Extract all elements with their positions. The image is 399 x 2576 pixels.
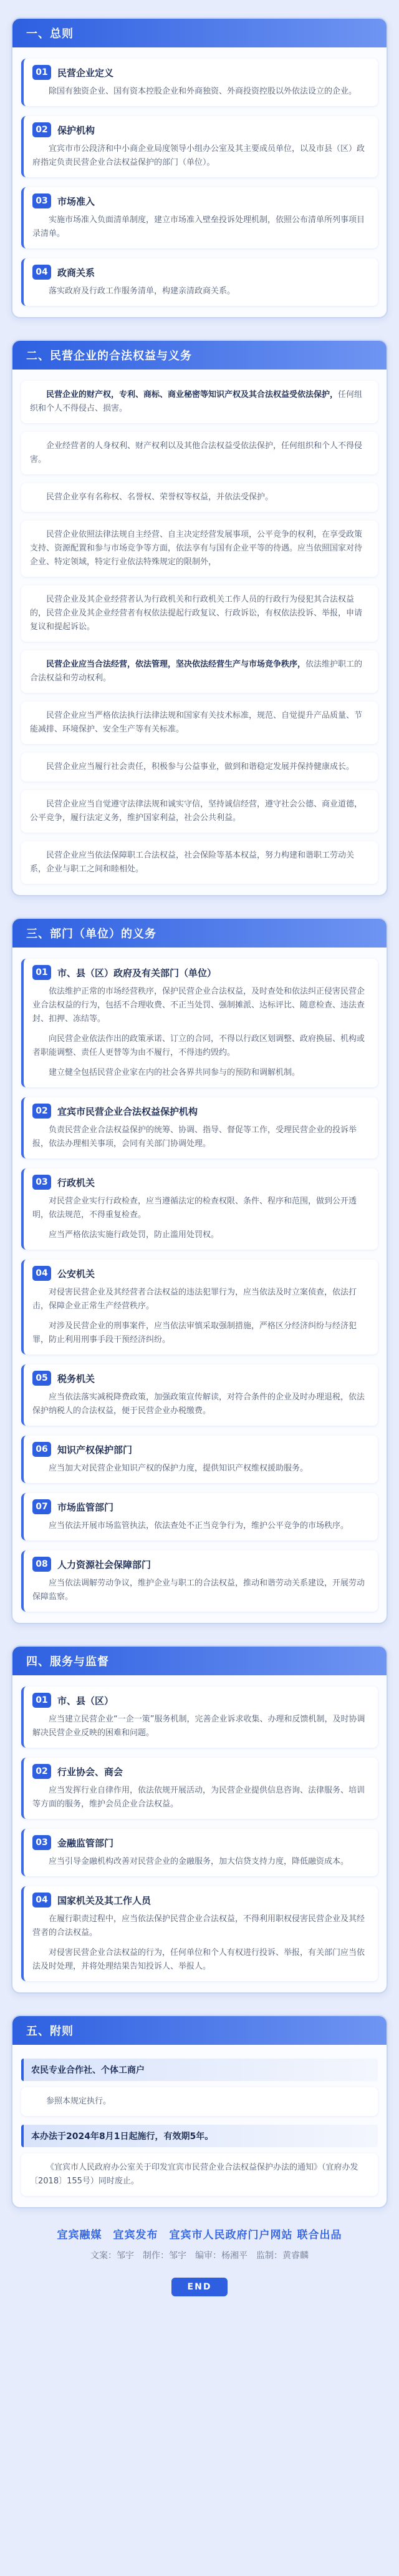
end-badge: END bbox=[171, 2278, 228, 2296]
subsection-number: 08 bbox=[32, 1557, 51, 1572]
subsection-header bbox=[32, 122, 369, 137]
subsection-paragraph: 实施市场准入负面清单制度，建立市场准入壁垒投诉处理机制，依照公布清单所列事项目录清单。 bbox=[32, 215, 365, 238]
subsection-number: 06 bbox=[32, 1442, 51, 1457]
subsection-header bbox=[32, 193, 369, 208]
subsection-number: 01 bbox=[32, 65, 51, 80]
subsection-card bbox=[21, 1097, 378, 1158]
subsection-header bbox=[32, 1764, 369, 1779]
subsection-paragraph: 宜宾市市公段济和中小商企业局度领导小组办公室及其主要成员单位，以及市县（区）政府指定负责民营企业合法权益保护的部门（单位）。 bbox=[32, 144, 365, 167]
section-title: 五、附则 bbox=[26, 2025, 74, 2038]
rights-paragraph bbox=[21, 702, 378, 744]
footer bbox=[11, 2226, 388, 2296]
subsection-paragraph: 应当引导金融机构改善对民营企业的金融服务，加大信贷支持力度，降低融资成本。 bbox=[49, 1857, 349, 1866]
subsection-title: 知识产权保护部门 bbox=[57, 1444, 133, 1456]
paragraph-text: 民营企业及其企业经营者认为行政机关和行政机关工作人员的行政行为侵犯其合法权益的，民营企业及其企业经营者有权依法提起行政复议、行政诉讼，有权依法投诉、举报，申请复议和提起诉讼。 bbox=[30, 595, 363, 632]
section-title: 一、总则 bbox=[26, 27, 74, 41]
subsection-header bbox=[32, 1266, 369, 1281]
subsection-header bbox=[32, 1499, 369, 1514]
section-body bbox=[12, 370, 387, 895]
paragraph-text: 任何组织和个人不得侵占、损害。 bbox=[30, 390, 363, 413]
subsection-paragraph: 应当严格依法实施行政处罚，防止滥用处罚权。 bbox=[49, 1230, 219, 1240]
subsection-card bbox=[21, 1550, 378, 1612]
subsection-number: 03 bbox=[32, 193, 51, 208]
subsection-header bbox=[32, 1371, 369, 1386]
section-body bbox=[12, 2045, 387, 2207]
section-title: 四、服务与监督 bbox=[26, 1655, 109, 1668]
subsection-card bbox=[21, 1886, 378, 1981]
subsection-title: 保护机构 bbox=[57, 124, 95, 136]
section-header bbox=[12, 19, 387, 47]
subsection-paragraph: 向民营企业依法作出的政策承诺、订立的合同，不得以行政区划调整、政府换届、机构或者职能调整、责任人更替等为由不履行，不得违约毁约。 bbox=[32, 1034, 365, 1057]
rights-paragraph bbox=[21, 790, 378, 833]
subsection-paragraph: 应当发挥行业自律作用，依法依规开展活动，为民营企业提供信息咨询、法律服务、培训等方面的服务，维护会员企业合法权益。 bbox=[32, 1786, 365, 1809]
provision-paragraph: 参照本规定执行。 bbox=[21, 2087, 378, 2116]
subsection-number: 04 bbox=[32, 265, 51, 280]
rights-paragraph bbox=[21, 753, 378, 781]
subsection-paragraph: 落实政府及行政工作服务清单，构建亲清政商关系。 bbox=[49, 286, 236, 296]
subsection-header bbox=[32, 1442, 369, 1457]
subsection-header bbox=[32, 1175, 369, 1190]
provision-title: 本办法于2024年8月1日起施行，有效期5年。 bbox=[21, 2125, 378, 2147]
subsection-title: 行政机关 bbox=[57, 1177, 95, 1188]
footer-credits: 宜宾融媒 宜宾发布 宜宾市人民政府门户网站 联合出品 bbox=[57, 2229, 342, 2241]
provision-paragraph: 《宜宾市人民政府办公室关于印发宜宾市民营企业合法权益保护办法的通知》（宜府办发〔2018〕155号）同时废止。 bbox=[21, 2153, 378, 2196]
subsection-header bbox=[32, 65, 369, 80]
rights-paragraph bbox=[21, 483, 378, 512]
subsection-card bbox=[21, 1260, 378, 1354]
section-body bbox=[12, 47, 387, 317]
subsection-number: 02 bbox=[32, 1104, 51, 1119]
subsection-paragraph: 应当建立民营企业“一企一策”服务机制，完善企业诉求收集、办理和反馈机制，及时协调解决民营企业反映的困难和问题。 bbox=[32, 1715, 365, 1738]
paragraph-text: 民营企业应当履行社会责任，积极参与公益事业，做到和谐稳定发展并保持健康成长。 bbox=[46, 762, 355, 771]
section-title: 二、民营企业的合法权益与义务 bbox=[26, 350, 192, 363]
subsection-header bbox=[32, 965, 369, 980]
rights-paragraph bbox=[21, 841, 378, 884]
rights-paragraph bbox=[21, 381, 378, 423]
subsection-title: 公安机关 bbox=[57, 1268, 95, 1280]
subsection-paragraph: 应当依法落实减税降费政策，加强政策宣传解读，对符合条件的企业及时办理退税，依法保护纳税人的合法权益，便于民营企业办税缴费。 bbox=[32, 1393, 365, 1416]
section-title: 三、部门（单位）的义务 bbox=[26, 928, 156, 941]
subsection-header bbox=[32, 1104, 369, 1119]
subsection-paragraph: 应当依法开展市场监管执法，依法查处不正当竞争行为，维护公平竞争的市场秩序。 bbox=[49, 1521, 349, 1530]
subsection-title: 市场准入 bbox=[57, 195, 95, 207]
subsection-header bbox=[32, 1693, 369, 1708]
subsection-number: 01 bbox=[32, 1693, 51, 1708]
subsection-number: 03 bbox=[32, 1175, 51, 1190]
subsection-number: 02 bbox=[32, 1764, 51, 1779]
footer-staff: 文案：邹宇 制作：邹宇 编审：杨湘平 监制：黄睿麟 bbox=[90, 2251, 309, 2261]
subsection-card bbox=[21, 1493, 378, 1540]
subsection-paragraph: 对侵害民营企业及其经营者合法权益的违法犯罪行为，应当依法及时立案侦查，依法打击，保障企业正常生产经营秩序。 bbox=[32, 1288, 357, 1311]
section-supplementary bbox=[11, 2015, 388, 2208]
paragraph-text: 民营企业依照法律法规自主经营、自主决定经营发展事项，公平竞争的权利，在享受政策支持、资源配置和参与市场竞争等方面，依法享有与国有企业平等的待遇。应当依照国家对待企业、特定领域，特定行业依法特殊规定的限制外， bbox=[30, 530, 363, 567]
subsection-paragraph: 负责民营企业合法权益保护的统筹、协调、指导、督促等工作，受理民营企业的投诉举报，依法办理相关事项，会同有关部门协调处理。 bbox=[32, 1125, 357, 1148]
subsection-title: 市、县（区） bbox=[57, 1695, 114, 1707]
subsection-card bbox=[21, 959, 378, 1087]
subsection-card bbox=[21, 59, 378, 106]
subsection-card bbox=[21, 1829, 378, 1876]
subsection-title: 金融监管部门 bbox=[57, 1837, 114, 1849]
subsection-card bbox=[21, 187, 378, 248]
paragraph-text: 民营企业享有名称权、名誉权、荣誉权等权益，并依法受保护。 bbox=[46, 492, 274, 502]
paragraph-text: 民营企业应当严格依法执行法律法规和国家有关技术标准，规范、自觉提升产品质量、节能减排、环境保护、安全生产等有关标准。 bbox=[30, 711, 363, 734]
subsection-paragraph: 对民营企业实行行政检查，应当遵循法定的检查权限、条件、程序和范围，做到公开透明，依法规范，不得重复检查。 bbox=[32, 1197, 357, 1220]
subsection-header bbox=[32, 1893, 369, 1908]
paragraph-text: 民营企业应当依法保障职工合法权益，社会保险等基本权益，努力构建和谐职工劳动关系，企业与职工之间和睦相处。 bbox=[30, 851, 355, 874]
subsection-paragraph: 应当依法调解劳动争议，维护企业与职工的合法权益，推动和谐劳动关系建设，开展劳动保障监察。 bbox=[32, 1579, 365, 1602]
subsection-title: 政商关系 bbox=[57, 267, 95, 278]
subsection-card bbox=[21, 1168, 378, 1250]
subsection-card bbox=[21, 1687, 378, 1748]
subsection-title: 宜宾市民营企业合法权益保护机构 bbox=[57, 1105, 198, 1117]
section-header bbox=[12, 919, 387, 948]
subsection-number: 03 bbox=[32, 1835, 51, 1850]
subsection-card bbox=[21, 116, 378, 177]
paragraph-lead: 民营企业的财产权，专利、商标、商业秘密等知识产权及其合法权益受依法保护， bbox=[46, 390, 339, 399]
rights-paragraph bbox=[21, 432, 378, 474]
rights-paragraph bbox=[21, 521, 378, 577]
subsection-paragraph: 在履行职责过程中，应当依法保护民营企业合法权益，不得利用职权侵害民营企业及其经营者的合法权益。 bbox=[32, 1914, 365, 1937]
section-general bbox=[11, 17, 388, 318]
paragraph-text: 企业经营者的人身权利、财产权利以及其他合法权益受依法保护，任何组织和个人不得侵害。 bbox=[30, 441, 363, 464]
subsection-card bbox=[21, 258, 378, 306]
subsection-paragraph: 对涉及民营企业的刑事案件，应当依法审慎采取强制措施，严格区分经济纠纷与经济犯罪，防止利用刑事手段干预经济纠纷。 bbox=[32, 1321, 357, 1344]
section-header bbox=[12, 2016, 387, 2045]
subsection-paragraph: 应当加大对民营企业知识产权的保护力度，提供知识产权维权援助服务。 bbox=[49, 1464, 309, 1473]
paragraph-text: 依法维护职工的合法权益和劳动权利。 bbox=[30, 660, 363, 683]
subsection-title: 市、县（区）政府及有关部门（单位） bbox=[57, 967, 217, 979]
rights-paragraph bbox=[21, 585, 378, 642]
subsection-title: 市场监管部门 bbox=[57, 1501, 114, 1513]
section-header bbox=[12, 341, 387, 370]
subsection-header bbox=[32, 1835, 369, 1850]
subsection-card bbox=[21, 1436, 378, 1483]
subsection-number: 07 bbox=[32, 1499, 51, 1514]
subsection-paragraph: 除国有独资企业、国有资本控股企业和外商独资、外商投资控股以外依法设立的企业。 bbox=[49, 87, 357, 96]
subsection-card bbox=[21, 1758, 378, 1819]
subsection-header bbox=[32, 265, 369, 280]
paragraph-lead: 民营企业应当合法经营，依法管理，坚决依法经营生产与市场竞争秩序， bbox=[46, 660, 306, 669]
section-body bbox=[12, 1675, 387, 1992]
subsection-number: 04 bbox=[32, 1893, 51, 1908]
subsection-number: 02 bbox=[32, 122, 51, 137]
subsection-card bbox=[21, 1364, 378, 1426]
subsection-header bbox=[32, 1557, 369, 1572]
paragraph-text: 民营企业应当自觉遵守法律法规和诚实守信，坚持诚信经营，遵守社会公德、商业道德，公平竞争，履行法定义务，维护国家利益，社会公共利益。 bbox=[30, 800, 363, 823]
subsection-paragraph: 建立健全包括民营企业家在内的社会各界共同参与的预防和调解机制。 bbox=[49, 1068, 300, 1077]
section-body bbox=[12, 948, 387, 1623]
subsection-paragraph: 依法维护正常的市场经营秩序，保护民营企业合法权益，及时查处和依法纠正侵害民营企业合法权益的行为，包括不合理收费、不正当处罚、强制摊派、达标评比、随意检查、违法查封、扣押、冻结等。 bbox=[32, 987, 365, 1024]
section-service-supervision bbox=[11, 1645, 388, 1994]
subsection-title: 行业协会、商会 bbox=[57, 1766, 123, 1778]
subsection-paragraph: 对侵害民营企业合法权益的行为，任何单位和个人有权进行投诉、举报，有关部门应当依法及时处理，并将处理结果告知投诉人、举报人。 bbox=[32, 1948, 365, 1971]
section-rights-obligations bbox=[11, 340, 388, 896]
subsection-number: 01 bbox=[32, 965, 51, 980]
subsection-number: 05 bbox=[32, 1371, 51, 1386]
provision-title: 农民专业合作社、个体工商户 bbox=[21, 2059, 378, 2081]
subsection-title: 税务机关 bbox=[57, 1373, 95, 1384]
subsection-number: 04 bbox=[32, 1266, 51, 1281]
subsection-title: 国家机关及其工作人员 bbox=[57, 1894, 151, 1906]
rights-paragraph bbox=[21, 650, 378, 693]
section-department-duties bbox=[11, 918, 388, 1624]
section-header bbox=[12, 1647, 387, 1675]
subsection-title: 人力资源社会保障部门 bbox=[57, 1559, 151, 1570]
subsection-title: 民营企业定义 bbox=[57, 67, 114, 79]
